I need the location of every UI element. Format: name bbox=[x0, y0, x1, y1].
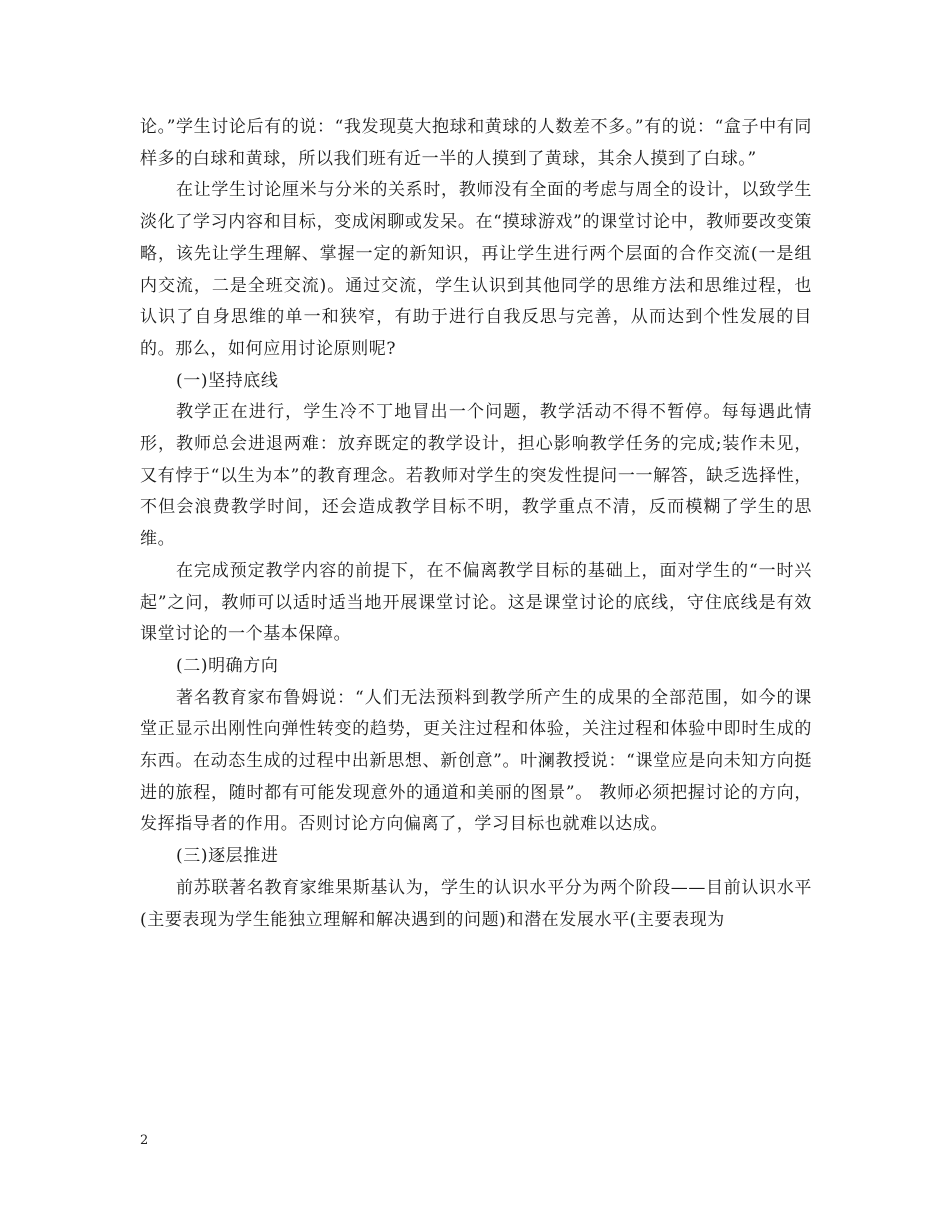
paragraph-continuation: 论。”学生讨论后有的说：“我发现莫大抱球和黄球的人数差不多。”有的说：“盒子中有同样多的白球和黄球，所以我们班有近一半的人摸到了黄球，其余人摸到了白球。” bbox=[140, 117, 812, 169]
paragraph-vygotsky: 前苏联著名教育家维果斯基认为，学生的认识水平分为两个阶段——目前认识水平(主要表现为学生能独立理解和解决遇到的问题)和潜在发展水平(主要表现为 bbox=[140, 877, 812, 930]
paragraph-sudden-questions: 教学正在进行，学生冷不丁地冒出一个问题，教学活动不得不暂停。每每遇此情形，教师总会进退两难：放弃既定的教学设计，担心影响教学任务的完成;装作未见，又有悖于“以生为本”的教育理念。若教师对学生的突发性提问一一解答，缺乏选择性，不但会浪费教学时间，还会造成教学目标不明，教学重点不清，反而模糊了学生的思维。 bbox=[140, 402, 812, 550]
page-number: 2 bbox=[140, 1133, 149, 1148]
paragraph-bottom-line: 在完成预定教学内容的前提下，在不偏离教学目标的基础上，面对学生的“一时兴起”之问，教师可以适时适当地开展课堂讨论。这是课堂讨论的底线，守住底线是有效课堂讨论的一个基本保障。 bbox=[140, 560, 812, 645]
section-heading-progressive: (三)逐层推进 bbox=[176, 846, 279, 867]
document-body bbox=[140, 112, 812, 936]
paragraph-direction: 著名教育家布鲁姆说：“人们无法预料到教学所产生的成果的全部范围，如今的课堂正显示出刚性向弹性转变的趋势，更关注过程和体验，关注过程和体验中即时生成的东西。在动态生成的过程中出新思想、新创意”。叶澜教授说：“课堂应是向未知方向挺进的旅程，随时都有可能发现意外的通道和美丽的图景”。 教师必须把握讨论的方向，发挥指导者的作用。否则讨论方向偏离了，学习目标也就难以达成。 bbox=[140, 687, 812, 835]
section-heading-direction: (二)明确方向 bbox=[176, 655, 279, 676]
paragraph-discussion-design: 在让学生讨论厘米与分米的关系时，教师没有全面的考虑与周全的设计，以致学生淡化了学习内容和目标，变成闲聊或发呆。在“摸球游戏”的课堂讨论中，教师要改变策略，该先让学生理解、掌握一定的新知识，再让学生进行两个层面的合作交流(一是组内交流，二是全班交流)。通过交流，学生认识到其他同学的思维方法和思维过程，也认识了自身思维的单一和狭窄，有助于进行自我反思与完善，从而达到个性发展的目的。那么，如何应用讨论原则呢? bbox=[140, 180, 812, 359]
section-heading-bottom-line: (一)坚持底线 bbox=[176, 370, 279, 391]
